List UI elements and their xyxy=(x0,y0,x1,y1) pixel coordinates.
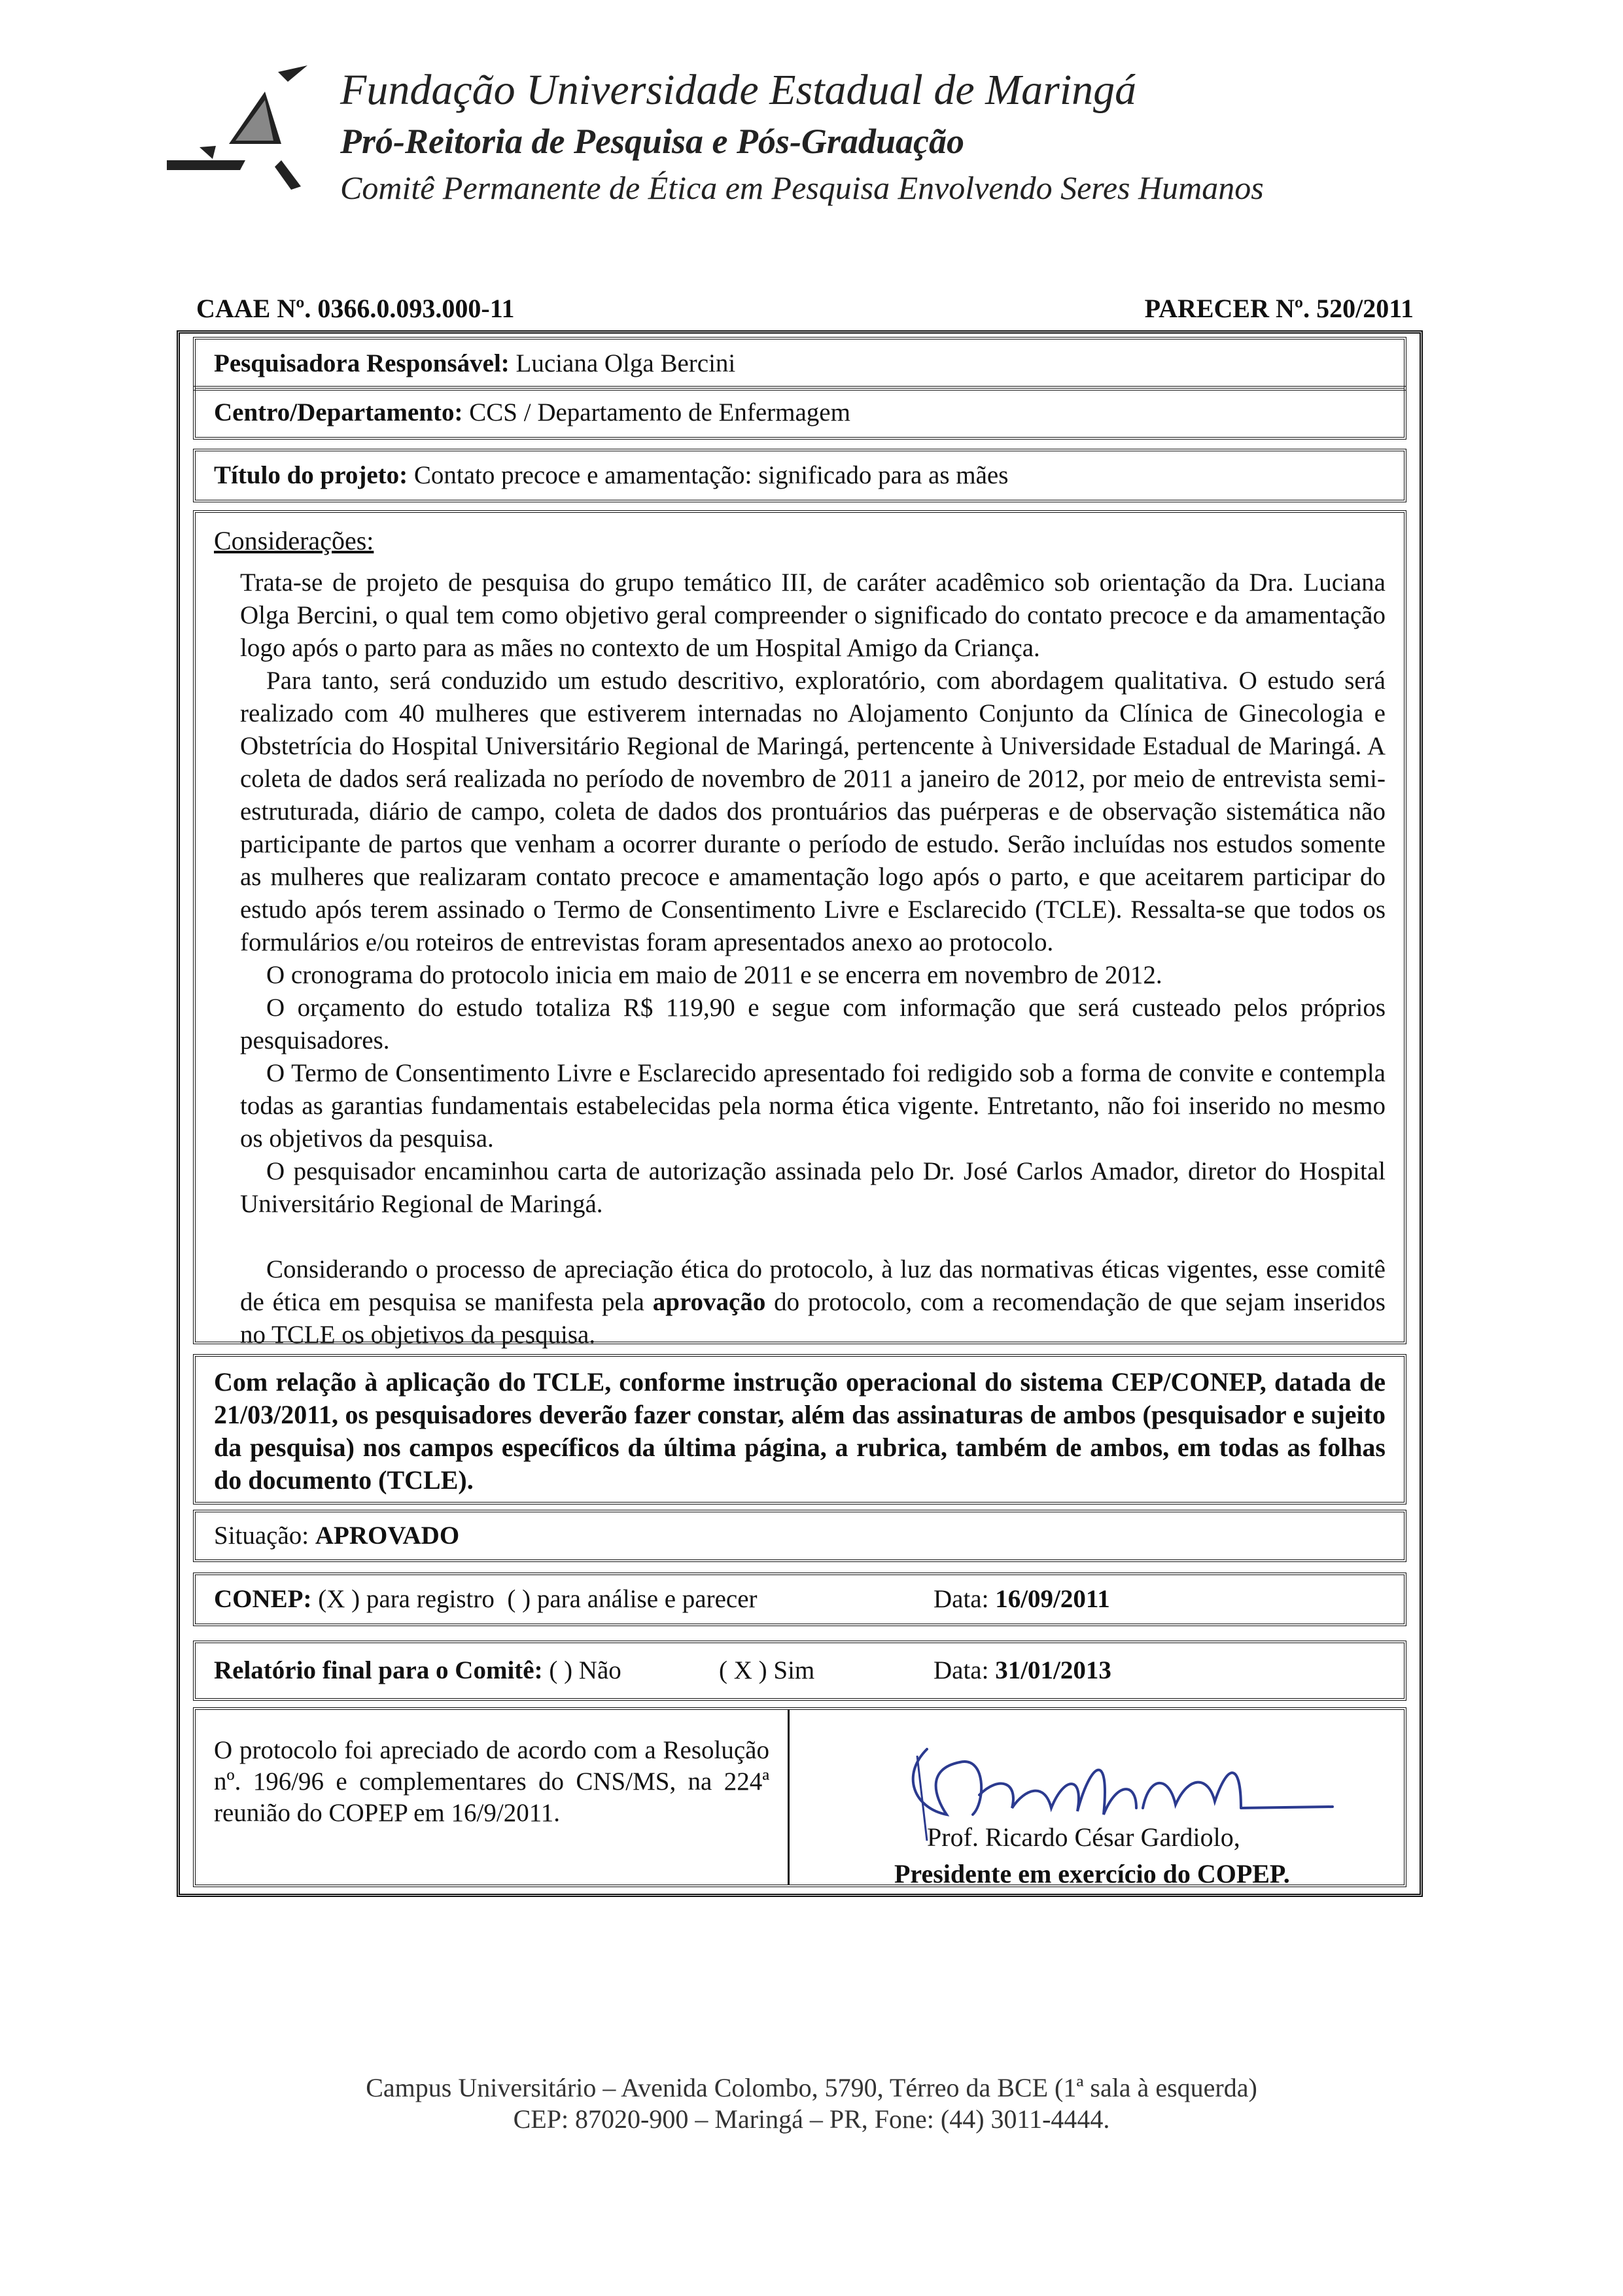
university-logo xyxy=(167,62,317,193)
situation-row xyxy=(193,1510,1406,1562)
tcle-note: Com relação à aplicação do TCLE, conforme instrução operacional do sistema CEP/CONEP, datada de 21/03/2011, os pesquisadores deverão fazer constar, além das assinaturas de ambos (pesquisador e sujeito da pesquisa) nos campos específicos da última página, a rubrica, também de ambos, em todas as folhas do documento (TCLE). xyxy=(214,1367,1386,1495)
department-row xyxy=(193,386,1406,440)
consideration-paragraph: O orçamento do estudo totaliza R$ 119,90 e segue com informação que será custeado pelos próprios pesquisadores. xyxy=(240,994,1386,1054)
final-report-label: Relatório final para o Comitê: xyxy=(214,1656,543,1684)
project-row xyxy=(193,449,1406,502)
final-report-no: ( ) Não xyxy=(549,1656,621,1684)
final-report-row xyxy=(193,1641,1406,1701)
final-report-date-label: Data: xyxy=(934,1656,989,1684)
tcle-note-box xyxy=(193,1354,1406,1505)
project-label: Título do projeto: xyxy=(214,461,408,489)
conclusion-text: Considerando o processo de apreciação ética do protocolo, à luz das normativas éticas vigentes, esse comitê de ética em pesquisa se manifesta pela xyxy=(240,1255,1386,1316)
department-label: Centro/Departamento: xyxy=(214,398,463,426)
conep-option-registro: (X ) para registro xyxy=(318,1585,495,1613)
institution-title: Fundação Universidade Estadual de Maringá xyxy=(340,66,1137,114)
considerations-box xyxy=(193,510,1406,1349)
final-report-date-group xyxy=(934,1654,1111,1687)
conep-date-label: Data: xyxy=(934,1585,989,1613)
researcher-row xyxy=(193,337,1406,391)
conep-label: CONEP: xyxy=(214,1585,312,1613)
situation-value: APROVADO xyxy=(315,1522,460,1550)
considerations-heading: Considerações: xyxy=(214,526,374,555)
consideration-paragraph: Para tanto, será conduzido um estudo descritivo, exploratório, com abordagem qualitativa. O estudo será realizado com 40 mulheres que estiverem internadas no Alojamento Conjunto da Clínica de Ginecologia e Obstetrícia do Hospital Universitário Regional de Maringá, pertencente à Universidade Estadual de Maringá. A coleta de dados será realizada no período de novembro de 2011 a janeiro de 2012, por meio de entrevista semi-estruturada, diário de campo, coleta de dados dos prontuários das puérperas e de observação sistemática não participante de partos que venham a ocorrer durante o período de estudo. Serão incluídas nos estudos somente as mulheres que realizaram contato precoce e amamentação logo após o parto, e que aceitarem participar do estudo após terem assinado o Termo de Consentimento Livre e Esclarecido (TCLE). Ressalta-se que todos os formulários e/ou roteiros de entrevistas foram apresentados anexo ao protocolo. xyxy=(240,667,1386,956)
committee-name: Comitê Permanente de Ética em Pesquisa Envolvendo Seres Humanos xyxy=(340,169,1264,206)
conep-date: 16/09/2011 xyxy=(995,1585,1110,1613)
signatory-role: Presidente em exercício do COPEP. xyxy=(894,1859,1290,1888)
consideration-paragraph: O pesquisador encaminhou carta de autorização assinada pelo Dr. José Carlos Amador, diretor do Hospital Universitário Regional de Maringá. xyxy=(240,1157,1386,1218)
caae-number: CAAE Nº. 0366.0.093.000-11 xyxy=(196,294,515,323)
conclusion-text-end: do protocolo, com a recomendação de que sejam inseridos no TCLE os objetivos da pesquisa. xyxy=(240,1288,1386,1349)
footer-contact: CEP: 87020-900 – Maringá – PR, Fone: (44) 3011-4444. xyxy=(513,2104,1110,2134)
signatory-name: Prof. Ricardo César Gardiolo, xyxy=(927,1822,1240,1852)
conep-row xyxy=(193,1573,1406,1626)
conep-option-analise: ( ) para análise e parecer xyxy=(507,1585,758,1613)
consideration-paragraph: O Termo de Consentimento Livre e Esclarecido apresentado foi redigido sob a forma de convite e contempla todas as garantias fundamentais estabelecidas pela norma ética vigente. Entretanto, não foi inserido no mesmo os objetivos da pesquisa. xyxy=(240,1059,1386,1153)
project-value: Contato precoce e amamentação: significado para as mães xyxy=(413,461,1009,489)
consideration-paragraph: Trata-se de projeto de pesquisa do grupo temático III, de caráter acadêmico sob orientação da Dra. Luciana Olga Bercini, o qual tem como objetivo geral compreender o significado do contato precoce e da amamentação logo após o parto para as mães no contexto de um Hospital Amigo da Criança. xyxy=(240,568,1386,662)
conclusion-paragraph xyxy=(240,1253,1386,1351)
final-report-date: 31/01/2013 xyxy=(995,1656,1111,1684)
conep-date-group xyxy=(934,1583,1110,1616)
institution-subtitle: Pró-Reitoria de Pesquisa e Pós-Graduação xyxy=(340,122,964,161)
situation-label: Situação: xyxy=(214,1522,309,1550)
signature-area xyxy=(790,1710,1404,1888)
approval-box xyxy=(193,1707,1406,1887)
final-report-yes: ( X ) Sim xyxy=(719,1656,815,1684)
consideration-paragraph: O cronograma do protocolo inicia em maio de 2011 e se encerra em novembro de 2012. xyxy=(266,961,1162,989)
footer-address: Campus Universitário – Avenida Colombo, 5790, Térreo da BCE (1ª sala à esquerda) xyxy=(366,2073,1257,2102)
researcher-value: Luciana Olga Bercini xyxy=(515,349,736,377)
parecer-number: PARECER Nº. 520/2011 xyxy=(1144,294,1414,323)
conclusion-approval: aprovação xyxy=(652,1288,766,1316)
researcher-label: Pesquisadora Responsável: xyxy=(214,349,510,377)
department-value: CCS / Departamento de Enfermagem xyxy=(469,398,850,426)
protocol-note: O protocolo foi apreciado de acordo com a Resolução nº. 196/96 e complementares do CNS/MS, na 224ª reunião do COPEP em 16/9/2011. xyxy=(214,1710,790,1885)
